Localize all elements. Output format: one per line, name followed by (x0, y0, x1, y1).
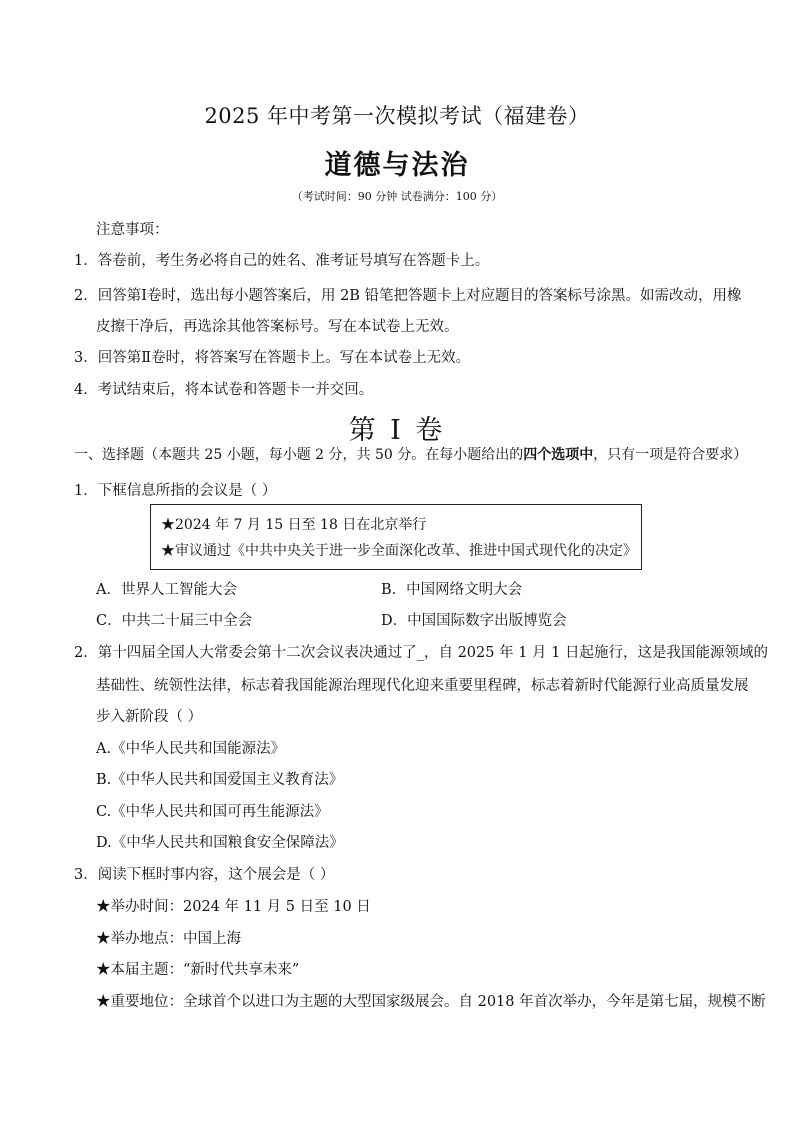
question-2-line-1: 2．第十四届全国人大常委会第十二次会议表决通过了_，自 2025 年 1 月 1 日起施行，这是我国能源领域的 (74, 645, 768, 661)
notice-item-text: 回答第Ⅰ卷时，选出每小题答案后，用 2B 铅笔把答题卡上对应题目的答案标号涂黑。如需改动，用橡 (97, 288, 742, 304)
notice-item-text: 答卷前，考生务必将自己的姓名、准考证号填写在答题卡上。 (97, 253, 490, 269)
notice-item-number: 3． (74, 350, 98, 366)
section-heading (74, 444, 747, 464)
question-2-option-a: A.《中华人民共和国能源法》 (96, 741, 286, 757)
notice-heading: 注意事项： (96, 222, 169, 238)
question-2-line-2: 基础性、统领性法律，标志着我国能源治理现代化迎来重要里程碑，标志着新时代能源行业高质量发展 (96, 678, 749, 694)
question-2-option-d: D.《中华人民共和国粮食安全保障法》 (96, 835, 344, 851)
question-1-option-a: A．世界人工智能大会 (96, 582, 237, 598)
section-text-bold: 四个选项中 (523, 447, 594, 463)
subject-title: 道德与法治 (324, 150, 470, 181)
notice-item-number: 1． (74, 253, 98, 269)
exam-info: （考试时间：90 分钟 试卷满分：100 分） (291, 190, 503, 203)
question-1-option-c: C．中共二十届三中全会 (96, 613, 253, 629)
notice-item-4 (74, 378, 373, 399)
question-2-option-b: B.《中华人民共和国爱国主义教育法》 (96, 772, 344, 788)
question-3-line-1: ★举办时间：2024 年 11 月 5 日至 10 日 (96, 899, 371, 915)
question-1-stem: 1．下框信息所指的会议是（ ） (74, 483, 277, 499)
section-text-c: ，只有一项是符合要求） (593, 447, 748, 463)
question-1-info-box (150, 504, 642, 570)
volume-title: 第 I 卷 (348, 415, 446, 446)
question-1-option-d: D．中国国际数字出版博览会 (381, 613, 567, 629)
notice-item-1 (74, 249, 489, 270)
question-2-line-3: 步入新阶段（ ） (96, 709, 203, 725)
info-box-line: ★2024 年 7 月 15 日至 18 日在北京举行 (161, 517, 427, 533)
notice-item-number: 4． (74, 382, 98, 398)
notice-item-2 (74, 284, 742, 305)
exam-title: 2025 年中考第一次模拟考试（福建卷） (204, 104, 590, 128)
question-3-line-2: ★举办地点：中国上海 (96, 931, 241, 947)
notice-item-2-continued: 皮擦干净后，再选涂其他答案标号。写在本试卷上无效。 (96, 319, 459, 335)
notice-item-text: 考试结束后，将本试卷和答题卡一并交回。 (97, 382, 374, 398)
notice-item-3 (74, 346, 470, 367)
notice-item-number: 2． (74, 288, 98, 304)
section-text-a: 一、选择题（本题共 25 小题，每小题 2 分，共 50 分。在每小题给出的 (74, 447, 524, 463)
info-box-line: ★审议通过《中共中央关于进一步全面深化改革、推进中国式现代化的决定》 (161, 543, 637, 559)
question-3-line-3: ★本届主题：“新时代共享未来” (96, 962, 300, 978)
question-3-stem: 3．阅读下框时事内容，这个展会是（ ） (74, 867, 335, 883)
notice-item-text: 回答第Ⅱ卷时，将答案写在答题卡上。写在本试卷上无效。 (97, 350, 471, 366)
question-1-option-b: B．中国网络文明大会 (381, 582, 523, 598)
question-3-line-4: ★重要地位：全球首个以进口为主题的大型国家级展会。自 2018 年首次举办，今年是第七届，规模不断 (96, 994, 766, 1010)
question-2-option-c: C.《中华人民共和国可再生能源法》 (96, 804, 329, 820)
